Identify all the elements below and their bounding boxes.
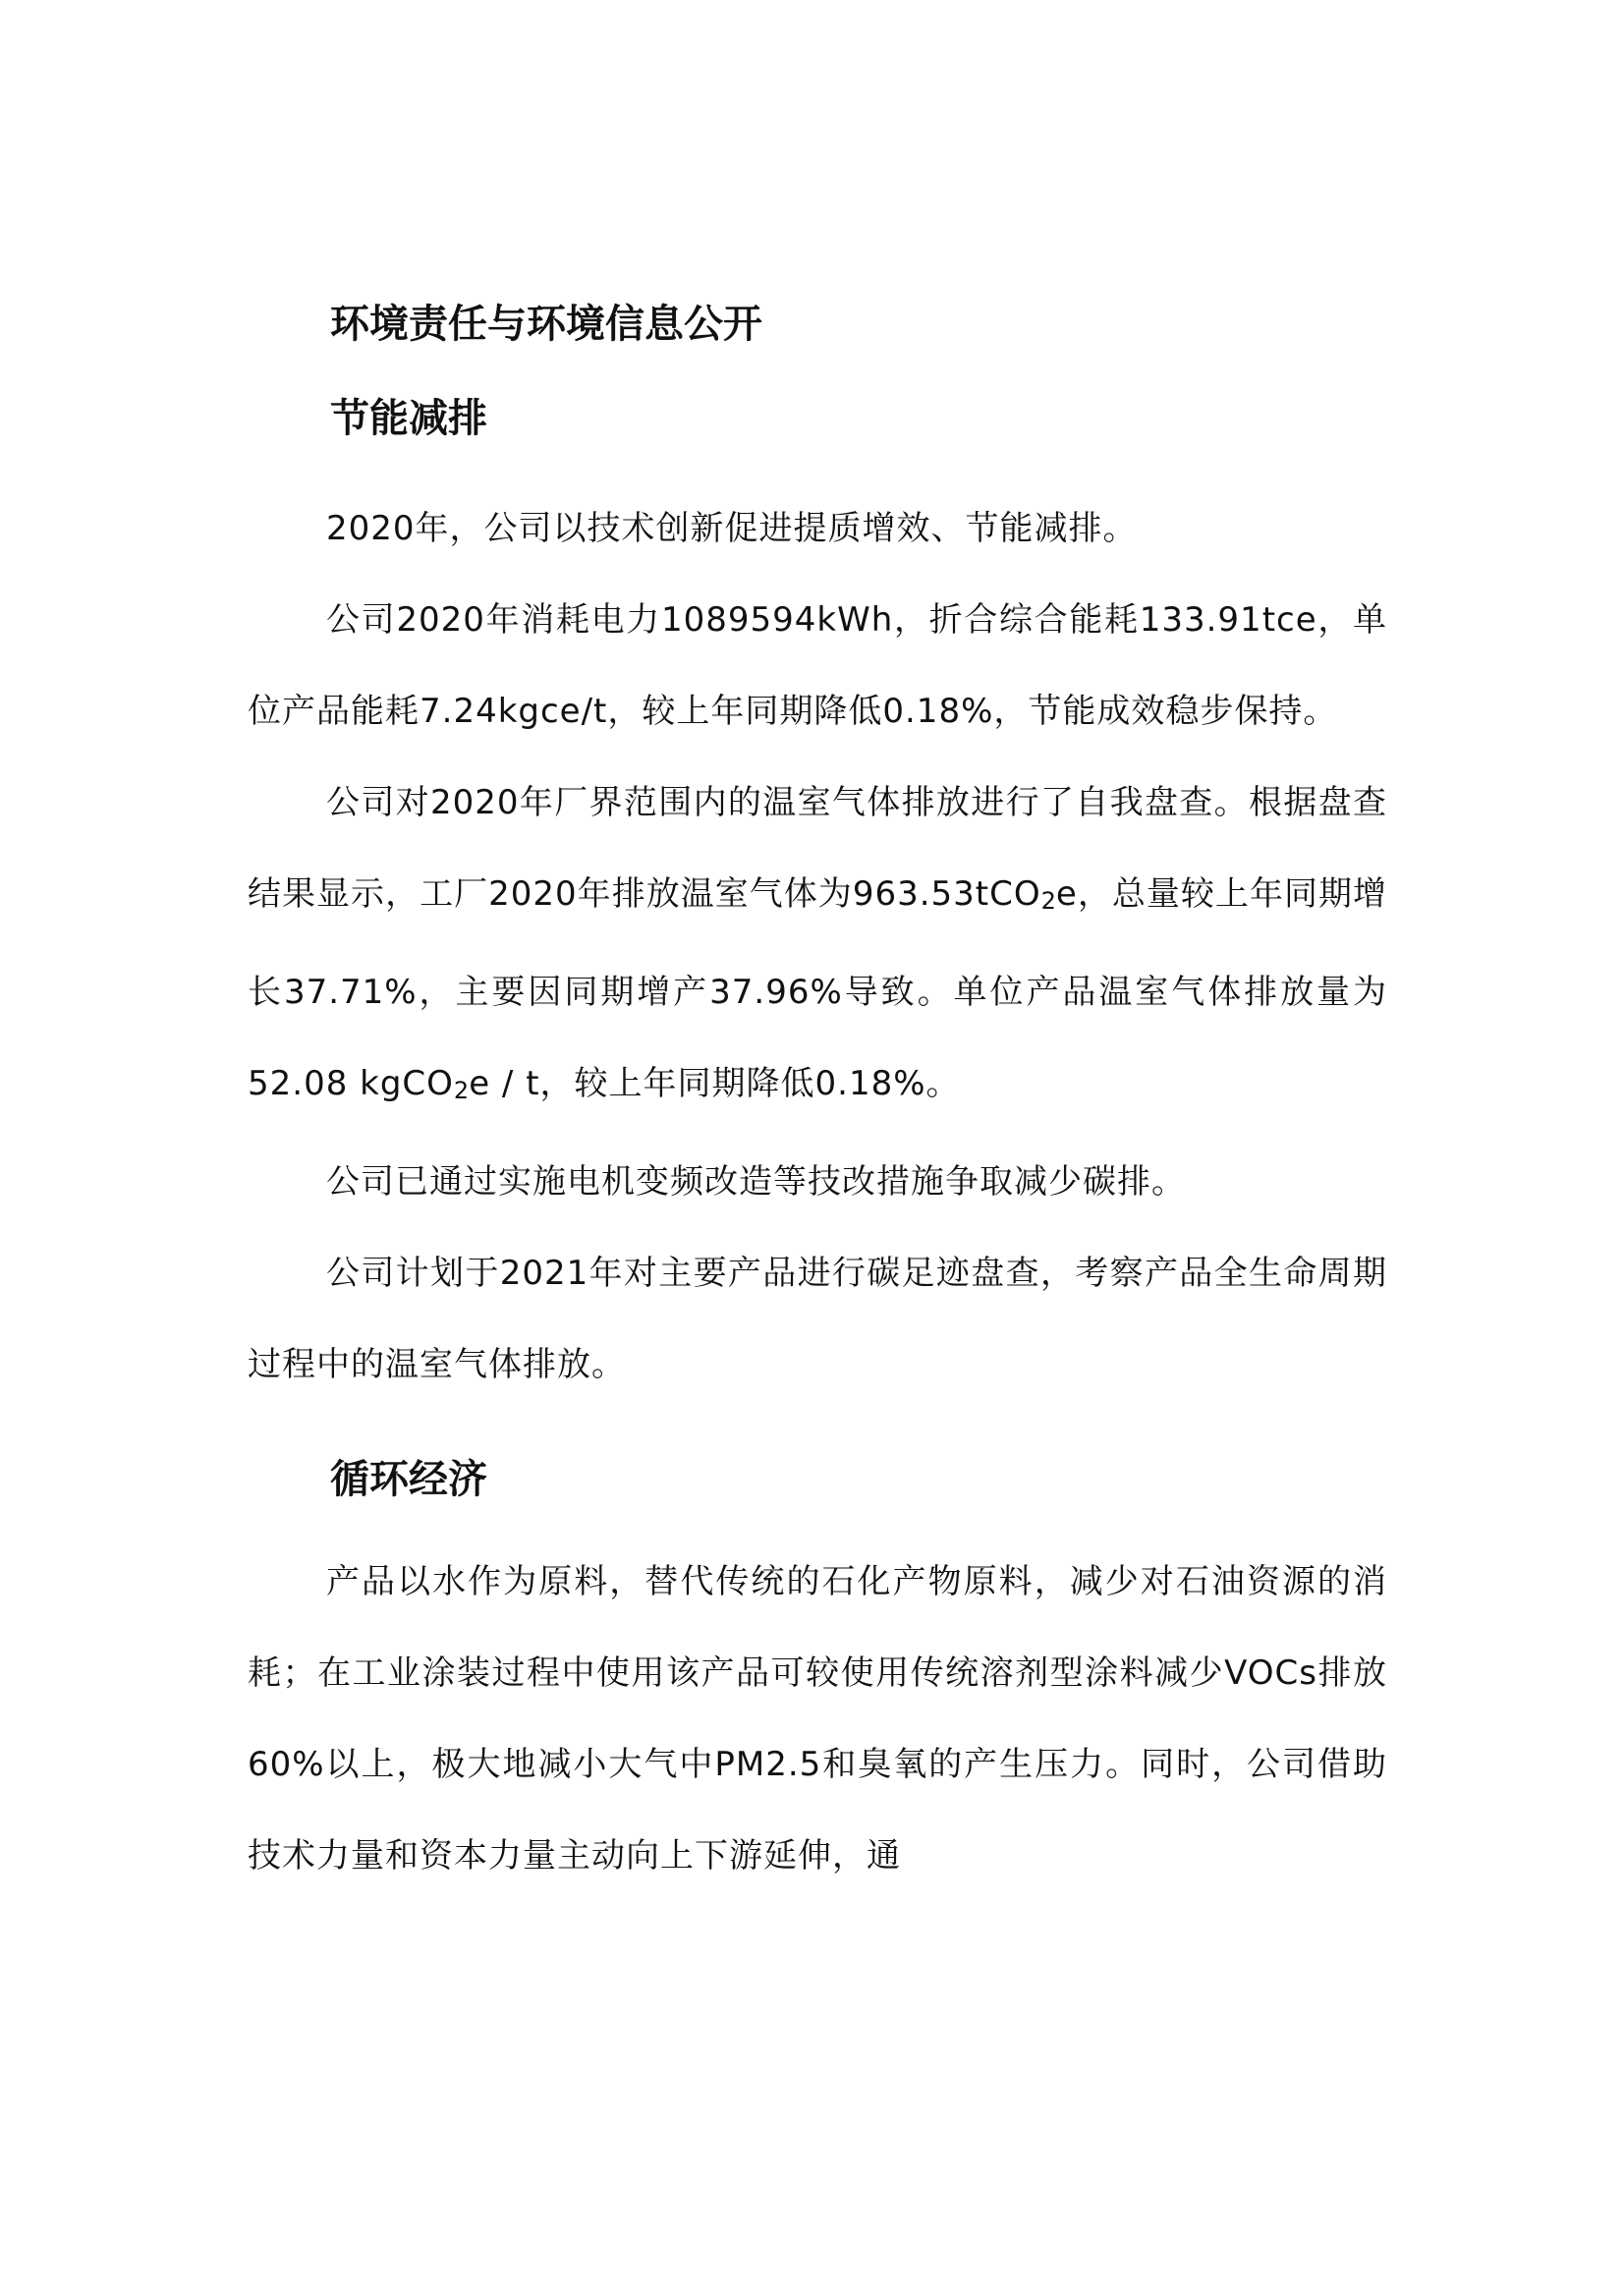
- ghg-text-part-3: e / t，较上年同期降低0.18%。: [469, 1064, 961, 1103]
- ghg-text-part-1: 公司对2020年厂界范围内的温室气体排放进行了自我盘查。根据盘查结果显示，工厂2020年排放温室气体为963.53tCO: [248, 783, 1387, 914]
- paragraph-carbon-footprint-plan: 公司计划于2021年对主要产品进行碳足迹盘查，考察产品全生命周期过程中的温室气体排放。: [248, 1254, 1387, 1384]
- ghg-text-part-2: e，总量较上年同期增长37.71%，主要因同期增产37.96%导致。单位产品温室气体排放量为52.08 kgCO: [248, 874, 1388, 1103]
- section-heading-circular-economy: 循环经济: [330, 1457, 487, 1502]
- paragraph-circular-economy: 产品以水作为原料，替代传统的石化产物原料，减少对石油资源的消耗；在工业涂装过程中使用该产品可较使用传统溶剂型涂料减少VOCs排放60%以上，极大地减小大气中PM2.5和臭氧的产生压力。同时，公司借助技术力量和资本力量主动向上下游延伸，通: [248, 1562, 1387, 1876]
- paragraph-carbon-reduction: 公司已通过实施电机变频改造等技改措施争取减少碳排。: [326, 1162, 1186, 1202]
- section-heading-energy-saving: 节能减排: [330, 396, 487, 441]
- subscript-2: 2: [1040, 887, 1056, 915]
- document-body: [248, 295, 1387, 1902]
- paragraph-energy-consumption: 公司2020年消耗电力1089594kWh，折合综合能耗133.91tce，单位产品能耗7.24kgce/t，较上年同期降低0.18%，节能成效稳步保持。: [248, 600, 1387, 731]
- subscript-2: 2: [453, 1077, 470, 1104]
- paragraph-greenhouse-gas: [248, 757, 1387, 1137]
- paragraph-energy-intro: 2020年，公司以技术创新促进提质增效、节能减排。: [326, 509, 1138, 548]
- document-title: 环境责任与环境信息公开: [330, 302, 762, 347]
